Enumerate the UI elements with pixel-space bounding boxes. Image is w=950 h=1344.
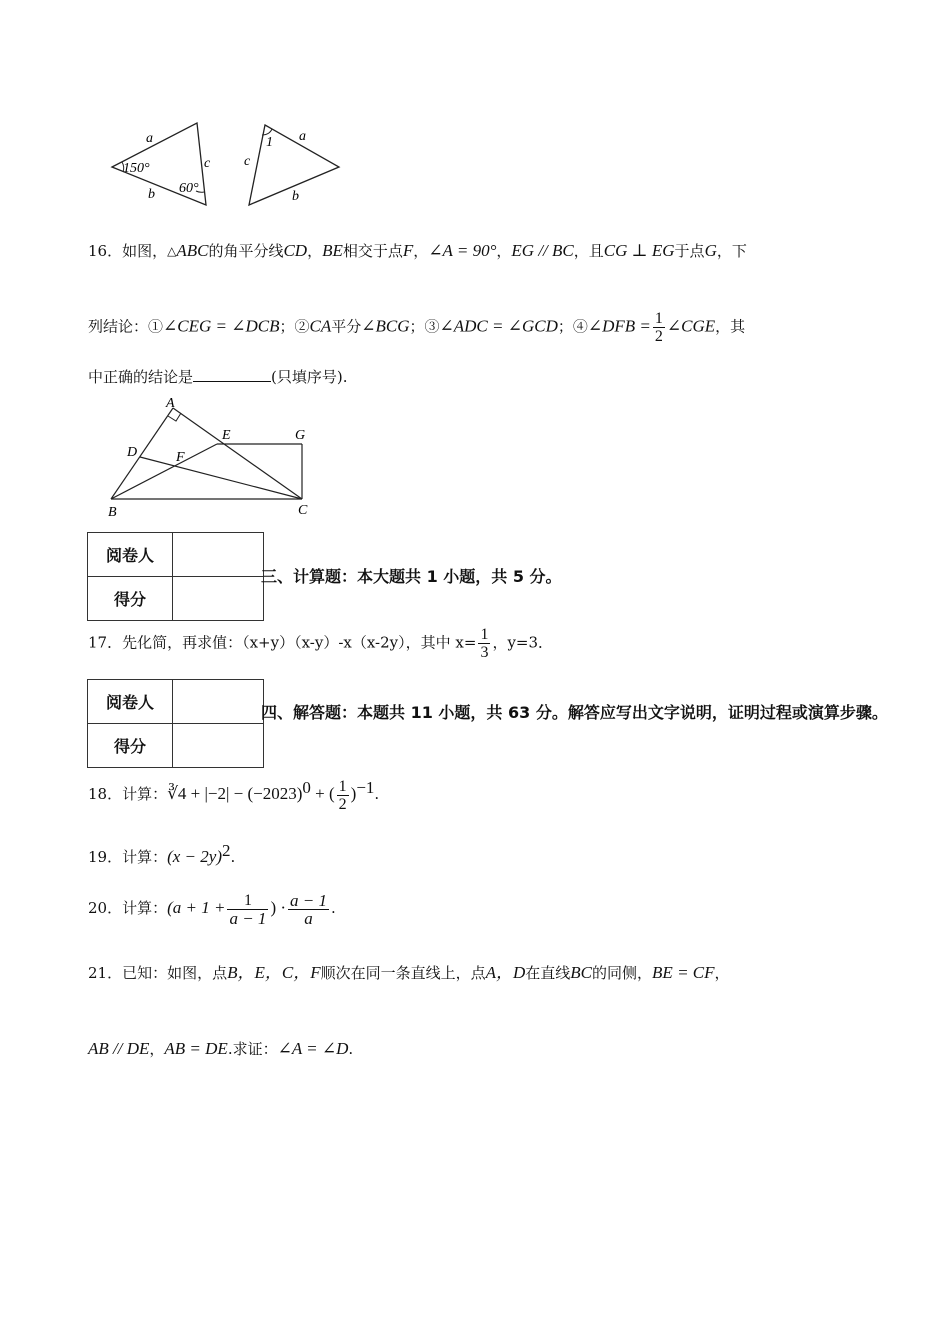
q20-fraction-2: $\frac{a - 1}{a}$ xyxy=(290,890,327,928)
score-cell[interactable] xyxy=(173,577,264,621)
q20-line: 20．计算：(a + 1 + $\frac{1}{a - 1}$ ) · $\frac{a - 1}{a}$ . xyxy=(88,890,336,928)
reviewer-label: 阅卷人 xyxy=(88,680,173,724)
t1-label-c: c xyxy=(204,156,211,171)
q18-fraction: $\frac{1}{2}$ xyxy=(338,777,347,813)
score-cell[interactable] xyxy=(173,724,264,768)
score-table-1 xyxy=(87,532,264,621)
fig16-A: A xyxy=(166,396,175,411)
q17-fraction: $\frac{1}{3}$ xyxy=(480,626,489,661)
section-3-heading: 三、计算题：本大题共 1 小题，共 5 分。 xyxy=(261,567,562,586)
reviewer-cell[interactable] xyxy=(173,680,264,724)
t2-label-c: c xyxy=(244,154,251,169)
q16-figure xyxy=(100,392,320,522)
q21-line-1: 21．已知：如图，点B，E，C，F顺次在同一条直线上，点A，D在直线BC的同侧，BE = CF， xyxy=(88,963,730,982)
q18-line: 18．计算：∛4 + $|-2| - (-2023)^0$ + ( $\frac{1}{2}$ )$^{-1}$. xyxy=(88,777,380,813)
score-table-2 xyxy=(87,679,264,768)
fig16-F: F xyxy=(176,450,185,465)
triangles-figure xyxy=(100,115,350,215)
q17-line: 17．先化简，再求值：（x+y）（x-y）-x（x-2y），其中 x= $\frac{1}{3}$ ，y=3． xyxy=(88,626,554,661)
score-label: 得分 xyxy=(88,577,173,621)
fig16-B: B xyxy=(108,505,117,520)
fig16-C: C xyxy=(298,503,308,518)
t1-angle-60: 60° xyxy=(179,181,199,196)
q16-line-1: 16．如图，△ABC的角平分线CD，BE相交于点F，∠A = 90°，EG // BC，且CG ⊥ EG于点G，下 xyxy=(88,241,747,260)
q16-fraction: $\frac{1}{2}$ xyxy=(654,310,663,345)
fig16-E: E xyxy=(222,428,231,443)
t2-angle-1: 1 xyxy=(266,135,273,150)
answer-blank[interactable] xyxy=(193,365,271,382)
t2-label-b: b xyxy=(292,189,299,204)
reviewer-cell[interactable] xyxy=(173,533,264,577)
q20-fraction-1: $\frac{1}{a - 1}$ xyxy=(229,891,267,928)
score-label: 得分 xyxy=(88,724,173,768)
q21-line-2: AB // DE，AB = DE.求证：∠A = ∠D. xyxy=(88,1039,354,1058)
reviewer-label: 阅卷人 xyxy=(88,533,173,577)
t2-label-a: a xyxy=(299,129,306,144)
fig16-G: G xyxy=(295,428,306,443)
q19-line: 19．计算：$(x - 2y)^2$. xyxy=(88,841,236,866)
t1-angle-150: 150° xyxy=(123,161,150,176)
fig16-D: D xyxy=(127,445,138,460)
q16-line-3: 中正确的结论是 (只填序号). xyxy=(88,365,348,388)
q16-line-2: 列结论：①∠CEG = ∠DCB；②CA平分∠BCG；③∠ADC = ∠GCD；④∠DFB = $\frac{1}{2}$ ∠CGE，其 xyxy=(88,310,746,345)
section-4-heading: 四、解答题：本题共 11 小题，共 63 分。解答应写出文字说明，证明过程或演算步骤。 xyxy=(261,703,888,722)
t1-label-b: b xyxy=(148,187,155,202)
t1-label-a: a xyxy=(146,131,153,146)
